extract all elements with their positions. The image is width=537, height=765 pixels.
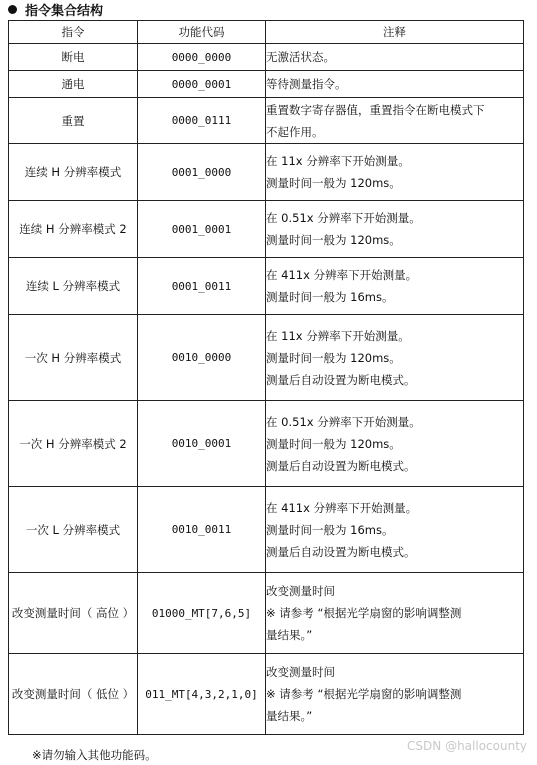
table-row xyxy=(9,71,524,98)
command-name-cell: 断电 xyxy=(9,44,138,71)
command-name-cell: 一次 L 分辨率模式 xyxy=(9,487,138,573)
note-line: 在 411x 分辨率下开始测量。 xyxy=(266,268,418,282)
note-line: 测量后自动设置为断电模式。 xyxy=(266,544,416,559)
bullet-icon xyxy=(8,5,17,14)
section-heading-text: 指令集合结构 xyxy=(25,3,104,19)
note-line: 量结果。” xyxy=(266,709,313,723)
note-line: 测量时间一般为 120ms。 xyxy=(266,436,401,451)
note-line: 改变测量时间 xyxy=(266,665,335,679)
note-line: 不起作用。 xyxy=(266,124,324,139)
notes-cell xyxy=(266,144,524,201)
function-code-cell: 0010_0011 xyxy=(138,487,266,573)
table-row xyxy=(9,201,524,258)
notes-cell xyxy=(266,44,524,71)
table-row xyxy=(9,258,524,315)
table-header-row xyxy=(9,21,524,44)
notes-cell xyxy=(266,98,524,144)
note-line: 无激活状态。 xyxy=(266,50,335,64)
command-name-cell: 重置 xyxy=(9,98,138,144)
note-line: 在 11x 分辨率下开始测量。 xyxy=(266,154,410,168)
note-line: 量结果。” xyxy=(266,628,313,642)
function-code-cell: 0001_0000 xyxy=(138,144,266,201)
function-code-cell: 0010_0000 xyxy=(138,315,266,401)
note-line: 测量时间一般为 16ms。 xyxy=(266,522,394,537)
notes-cell xyxy=(266,654,524,735)
note-line: 重置数字寄存器值，重置指令在断电模式下 xyxy=(266,102,485,117)
table-row xyxy=(9,315,524,401)
note-line: ※ 请参考 “根据光学扇窗的影响调整测 xyxy=(266,606,462,620)
table-row xyxy=(9,144,524,201)
function-code-cell: 0001_0011 xyxy=(138,258,266,315)
notes-cell xyxy=(266,258,524,315)
table-row xyxy=(9,573,524,654)
note-line: 等待测量指令。 xyxy=(266,77,347,91)
column-header-command: 指令 xyxy=(9,21,138,44)
notes-cell xyxy=(266,487,524,573)
note-line: ※ 请参考 “根据光学扇窗的影响调整测 xyxy=(266,687,462,701)
table-row xyxy=(9,654,524,735)
note-line: 改变测量时间 xyxy=(266,584,335,598)
notes-cell xyxy=(266,401,524,487)
command-name-cell: 改变测量时间（ 低位 ） xyxy=(9,654,138,735)
note-line: 在 0.51x 分辨率下开始测量。 xyxy=(266,211,421,225)
command-name-cell: 连续 L 分辨率模式 xyxy=(9,258,138,315)
note-line: 测量后自动设置为断电模式。 xyxy=(266,458,416,473)
command-table xyxy=(8,20,524,735)
notes-cell xyxy=(266,71,524,98)
note-line: 测量时间一般为 120ms。 xyxy=(266,176,401,190)
function-code-cell: 0000_0001 xyxy=(138,71,266,98)
note-line: 测量后自动设置为断电模式。 xyxy=(266,372,416,387)
command-name-cell: 改变测量时间（ 高位 ） xyxy=(9,573,138,654)
function-code-cell: 0000_0000 xyxy=(138,44,266,71)
command-name-cell: 通电 xyxy=(9,71,138,98)
table-row xyxy=(9,487,524,573)
table-row xyxy=(9,98,524,144)
footer-note: ※请勿输入其他功能码。 xyxy=(32,748,157,762)
notes-cell xyxy=(266,201,524,258)
column-header-code: 功能代码 xyxy=(138,21,266,44)
command-name-cell: 连续 H 分辨率模式 2 xyxy=(9,201,138,258)
note-line: 在 411x 分辨率下开始测量。 xyxy=(266,500,418,515)
function-code-cell: 0001_0001 xyxy=(138,201,266,258)
function-code-cell: 0010_0001 xyxy=(138,401,266,487)
note-line: 测量时间一般为 16ms。 xyxy=(266,290,394,304)
function-code-cell: 011_MT[4,3,2,1,0] xyxy=(138,654,266,735)
column-header-notes: 注释 xyxy=(266,21,524,44)
note-line: 测量时间一般为 120ms。 xyxy=(266,233,401,247)
table-row xyxy=(9,401,524,487)
watermark: CSDN @hallocounty xyxy=(407,739,527,753)
notes-cell xyxy=(266,573,524,654)
table-row xyxy=(9,44,524,71)
note-line: 测量时间一般为 120ms。 xyxy=(266,350,401,365)
note-line: 在 0.51x 分辨率下开始测量。 xyxy=(266,414,421,429)
command-name-cell: 一次 H 分辨率模式 xyxy=(9,315,138,401)
function-code-cell: 0000_0111 xyxy=(138,98,266,144)
command-name-cell: 一次 H 分辨率模式 2 xyxy=(9,401,138,487)
command-name-cell: 连续 H 分辨率模式 xyxy=(9,144,138,201)
note-line: 在 11x 分辨率下开始测量。 xyxy=(266,328,410,343)
function-code-cell: 01000_MT[7,6,5] xyxy=(138,573,266,654)
notes-cell xyxy=(266,315,524,401)
section-heading xyxy=(8,0,103,18)
